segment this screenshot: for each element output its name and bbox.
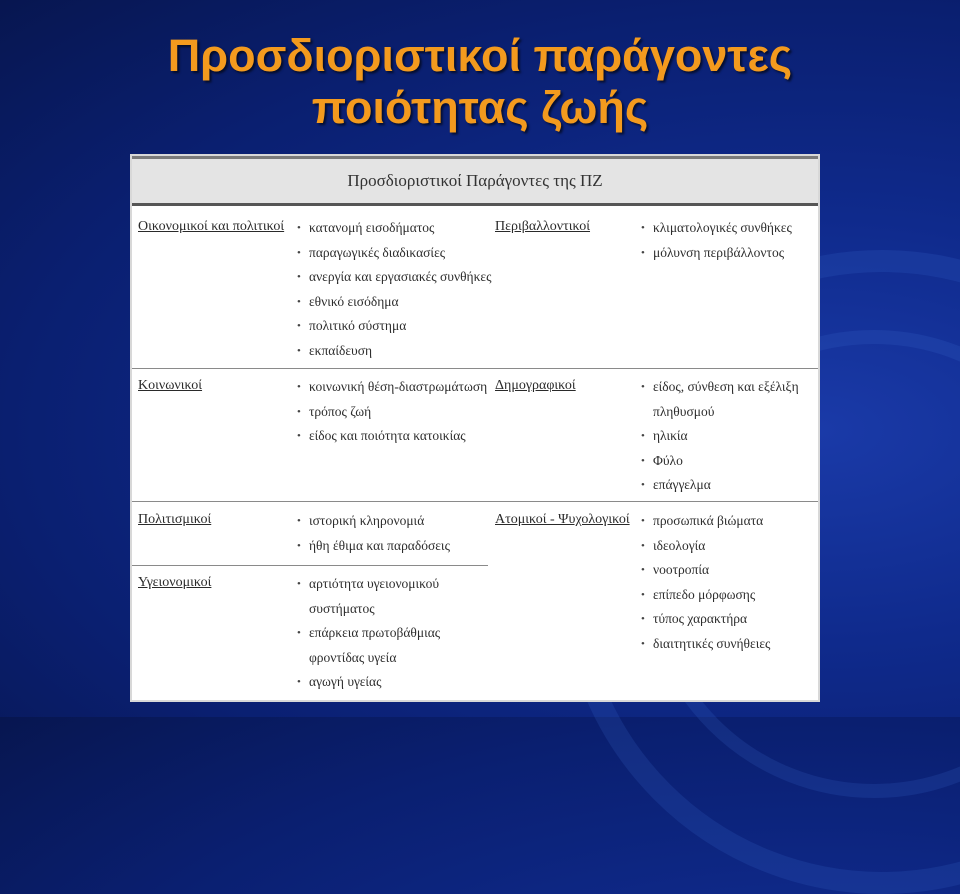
- determinants-table: [132, 156, 818, 700]
- health-list: [297, 572, 440, 695]
- list-item: • εκπαίδευση: [297, 339, 491, 364]
- environmental-list: [641, 216, 792, 265]
- list-item: • ιδεολογία: [641, 534, 770, 559]
- list-item: • κατανομή εισοδήματος: [297, 216, 491, 241]
- partial-row-divider: [132, 565, 488, 566]
- list-item: • προσωπικά βιώματα: [641, 509, 770, 534]
- list-item: • αρτιότητα υγειονομικού: [297, 572, 440, 597]
- row-divider: [132, 368, 818, 369]
- list-item: • είδος, σύνθεση και εξέλιξη: [641, 375, 799, 400]
- category-social: Κοινωνικοί: [138, 378, 203, 393]
- list-item: • παραγωγικές διαδικασίες: [297, 241, 491, 266]
- list-item-continuation: φροντίδας υγεία: [309, 649, 397, 665]
- list-item: • ανεργία και εργασιακές συνθήκες: [297, 265, 491, 290]
- list-item: • Φύλο: [641, 449, 799, 474]
- category-economic-political: Οικονομικοί και πολιτικοί: [138, 219, 285, 234]
- demographic-list: [641, 375, 799, 498]
- table-header: Προσδιοριστικοί Παράγοντες της ΠΖ: [132, 156, 818, 206]
- slide-title-line-2: ποιότητας ζωής: [311, 82, 649, 133]
- list-item: • είδος και ποιότητα κατοικίας: [297, 424, 487, 449]
- list-item: • τύπος χαρακτήρα: [641, 607, 770, 632]
- list-item-continuation: πληθυσμού: [653, 403, 715, 419]
- cultural-list: [297, 509, 450, 558]
- category-cultural: Πολιτισμικοί: [138, 512, 212, 527]
- list-item: • αγωγή υγείας: [297, 670, 440, 695]
- category-environmental: Περιβαλλοντικοί: [495, 219, 591, 234]
- category-individual-psychological: Ατομικοί - Ψυχολογικοί: [495, 512, 630, 527]
- list-item-continuation: συστήματος: [309, 600, 375, 616]
- category-demographic: Δημογραφικοί: [495, 378, 576, 393]
- slide-title-line-1: Προσδιοριστικοί παράγοντες: [167, 30, 793, 81]
- economic-political-list: [297, 216, 491, 363]
- list-item: • ιστορική κληρονομιά: [297, 509, 450, 534]
- category-health: Υγειονομικοί: [138, 575, 212, 590]
- list-item: • επίπεδο μόρφωσης: [641, 583, 770, 608]
- social-list: [297, 375, 487, 449]
- row-divider: [132, 501, 818, 502]
- list-item: • επάγγελμα: [641, 473, 799, 498]
- list-item: • πολιτικό σύστημα: [297, 314, 491, 339]
- list-item: • μόλυνση περιβάλλοντος: [641, 241, 792, 266]
- individual-psychological-list: [641, 509, 770, 656]
- list-item: • κλιματολογικές συνθήκες: [641, 216, 792, 241]
- list-item: • διαιτητικές συνήθειες: [641, 632, 770, 657]
- list-item: • επάρκεια πρωτοβάθμιας: [297, 621, 440, 646]
- slide-title: [0, 30, 960, 134]
- list-item: • τρόπος ζωή: [297, 400, 487, 425]
- list-item: • νοοτροπία: [641, 558, 770, 583]
- list-item: • εθνικό εισόδημα: [297, 290, 491, 315]
- list-item: • ήθη έθιμα και παραδόσεις: [297, 534, 450, 559]
- list-item: • κοινωνική θέση-διαστρωμάτωση: [297, 375, 487, 400]
- list-item: • ηλικία: [641, 424, 799, 449]
